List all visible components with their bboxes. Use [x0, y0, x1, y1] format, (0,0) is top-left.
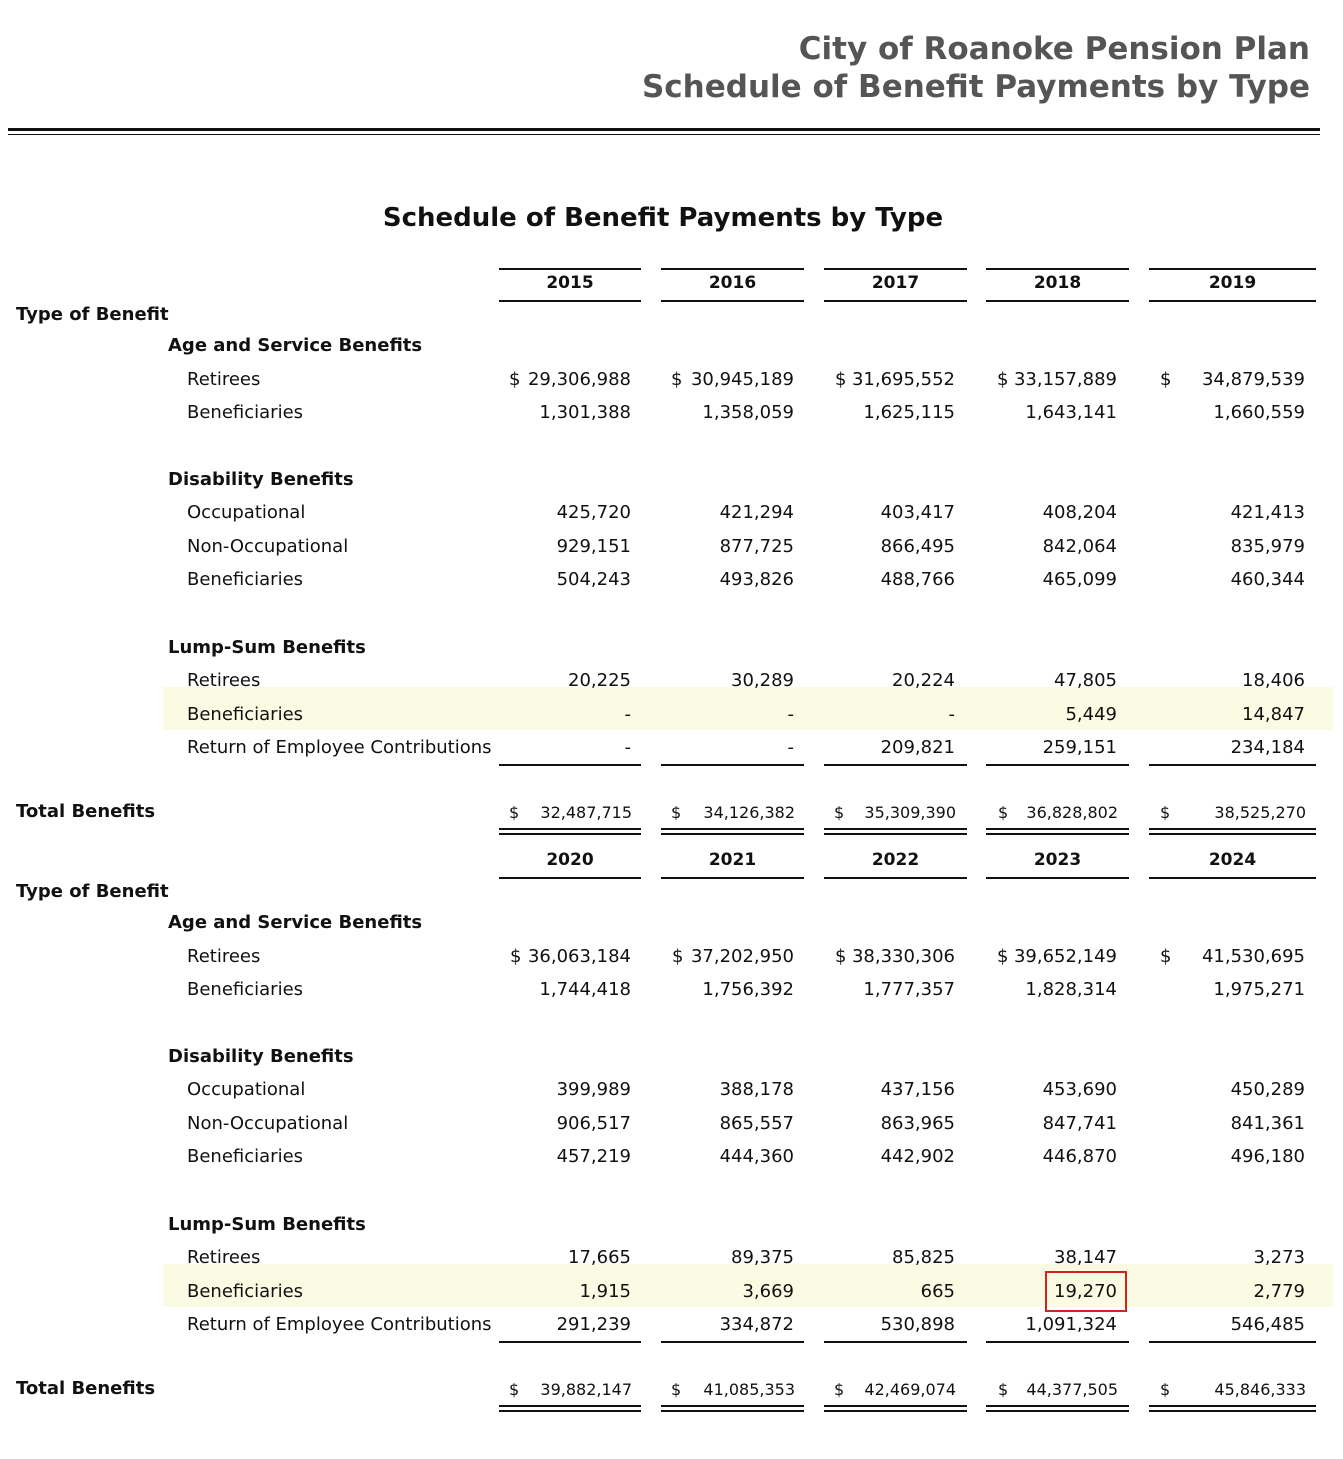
total-rule-double [499, 828, 641, 830]
year-rule-top [986, 268, 1129, 270]
year-rule-bottom [661, 300, 804, 302]
cell-ls-retirees: 38,147 [1054, 1247, 1117, 1268]
cell-dis-occupational: 388,178 [719, 1079, 794, 1100]
cell-dis-non-occupational: 865,557 [719, 1113, 794, 1134]
cell-total: 45,846,333 [1214, 1380, 1306, 1399]
cell-ls-retirees: 18,406 [1242, 670, 1305, 691]
subtotal-rule [986, 764, 1129, 766]
cell-dis-occupational: 421,294 [719, 502, 794, 523]
cell-total: 44,377,505 [1026, 1380, 1118, 1399]
cell-ls-retirees: 30,289 [731, 670, 794, 691]
subtotal-rule [499, 764, 641, 766]
year-header-4: 2019 [1208, 273, 1257, 293]
year-header-5: 2020 [546, 850, 594, 870]
dollar-sign: $ [671, 803, 682, 822]
header-rule-thick [8, 128, 1320, 131]
cell-as-beneficiaries: 1,660,559 [1213, 402, 1305, 423]
cell-dis-non-occupational: 835,979 [1230, 536, 1305, 557]
cell-as-retirees: 38,330,306 [851, 946, 955, 967]
cell-ls-return: - [624, 737, 631, 758]
cell-dis-non-occupational: 841,361 [1230, 1113, 1305, 1134]
year-header-9: 2024 [1208, 850, 1257, 870]
subtotal-rule [661, 1341, 804, 1343]
total-rule-double [824, 1410, 967, 1412]
cell-as-retirees: 39,652,149 [1013, 946, 1117, 967]
total-rule-double [661, 828, 804, 830]
cell-ls-return: - [787, 737, 794, 758]
cell-as-beneficiaries: 1,643,141 [1025, 402, 1117, 423]
dollar-sign: $ [671, 369, 683, 390]
cell-total: 41,085,353 [703, 1380, 795, 1399]
dollar-sign: $ [835, 946, 847, 967]
cell-ls-return: 530,898 [880, 1314, 955, 1335]
cell-as-retirees: 30,945,189 [690, 369, 794, 390]
dollar-sign: $ [671, 1380, 682, 1399]
cell-ls-retirees: 89,375 [731, 1247, 794, 1268]
row-label-occupational: Occupational [187, 1079, 306, 1100]
cell-as-beneficiaries: 1,301,388 [539, 402, 631, 423]
total-rule-double [824, 828, 967, 830]
row-label-occupational: Occupational [187, 502, 306, 523]
cell-total: 39,882,147 [540, 1380, 632, 1399]
cell-dis-beneficiaries: 444,360 [719, 1146, 794, 1167]
cell-as-beneficiaries: 1,777,357 [863, 979, 955, 1000]
cell-as-retirees: 37,202,950 [690, 946, 794, 967]
cell-as-beneficiaries: 1,744,418 [539, 979, 631, 1000]
cell-dis-beneficiaries: 465,099 [1042, 569, 1117, 590]
row-label-retirees: Retirees [187, 1247, 261, 1268]
dollar-sign: $ [509, 1380, 520, 1399]
dollar-sign: $ [835, 369, 847, 390]
row-label-non-occupational: Non-Occupational [187, 1113, 349, 1134]
cell-ls-retirees: 3,273 [1253, 1247, 1305, 1268]
cell-dis-beneficiaries: 493,826 [719, 569, 794, 590]
row-label-retirees: Retirees [187, 946, 261, 967]
cell-as-retirees: 33,157,889 [1013, 369, 1117, 390]
cell-as-retirees: 41,530,695 [1201, 946, 1305, 967]
year-header-3: 2018 [1033, 273, 1082, 293]
total-rule-double [1149, 833, 1316, 835]
total-rule-double [824, 1405, 967, 1407]
cell-dis-beneficiaries: 457,219 [556, 1146, 631, 1167]
cell-dis-non-occupational: 847,741 [1042, 1113, 1117, 1134]
cell-total: 32,487,715 [540, 803, 632, 822]
row-label-beneficiaries: Beneficiaries [187, 979, 304, 1000]
total-rule-double [1149, 1410, 1316, 1412]
row-label-beneficiaries: Beneficiaries [187, 1146, 304, 1167]
cell-as-retirees: 29,306,988 [527, 369, 631, 390]
total-benefits-label: Total Benefits [16, 1378, 156, 1399]
cell-dis-occupational: 425,720 [556, 502, 631, 523]
cell-ls-beneficiaries: - [948, 704, 955, 725]
cell-dis-occupational: 453,690 [1042, 1079, 1117, 1100]
year-rule-top [661, 268, 804, 270]
dollar-sign: $ [998, 803, 1009, 822]
cell-as-retirees: 34,879,539 [1201, 369, 1305, 390]
dollar-sign: $ [834, 1380, 845, 1399]
cell-dis-occupational: 403,417 [880, 502, 955, 523]
year-header-7: 2022 [871, 850, 920, 870]
subtotal-rule [661, 764, 804, 766]
cell-ls-beneficiaries: 665 [920, 1281, 955, 1302]
cell-total: 42,469,074 [864, 1380, 956, 1399]
cell-as-retirees: 36,063,184 [527, 946, 631, 967]
highlight-band [163, 687, 1333, 730]
total-rule-double [661, 833, 804, 835]
cell-dis-non-occupational: 842,064 [1042, 536, 1117, 557]
cell-dis-non-occupational: 863,965 [880, 1113, 955, 1134]
cell-as-beneficiaries: 1,625,115 [863, 402, 955, 423]
report-header-line1: City of Roanoke Pension Plan [798, 31, 1310, 67]
cell-ls-beneficiaries: 14,847 [1242, 704, 1305, 725]
cell-ls-retirees: 17,665 [568, 1247, 631, 1268]
cell-dis-beneficiaries: 488,766 [880, 569, 955, 590]
cell-ls-return: 209,821 [880, 737, 955, 758]
year-rule-bottom [986, 300, 1129, 302]
cell-ls-return: 259,151 [1042, 737, 1117, 758]
dollar-sign: $ [1160, 369, 1172, 390]
row-label-beneficiaries: Beneficiaries [187, 569, 304, 590]
row-label-return-contributions: Return of Employee Contributions [187, 737, 492, 758]
cell-dis-non-occupational: 877,725 [719, 536, 794, 557]
dollar-sign: $ [510, 946, 522, 967]
cell-total: 36,828,802 [1026, 803, 1118, 822]
year-rule-bottom [1149, 877, 1316, 879]
cell-as-beneficiaries: 1,358,059 [702, 402, 794, 423]
year-header-6: 2021 [708, 850, 757, 870]
cell-ls-return: 546,485 [1230, 1314, 1305, 1335]
dollar-sign: $ [509, 803, 520, 822]
dollar-sign: $ [509, 369, 521, 390]
cell-dis-beneficiaries: 446,870 [1042, 1146, 1117, 1167]
dollar-sign: $ [834, 803, 845, 822]
total-rule-double [499, 833, 641, 835]
subtotal-rule [499, 1341, 641, 1343]
cell-as-beneficiaries: 1,828,314 [1025, 979, 1117, 1000]
row-label-retirees: Retirees [187, 670, 261, 691]
cell-dis-occupational: 437,156 [880, 1079, 955, 1100]
year-rule-bottom [824, 877, 967, 879]
year-rule-bottom [661, 877, 804, 879]
cell-ls-retirees: 47,805 [1054, 670, 1117, 691]
total-rule-double [824, 833, 967, 835]
total-rule-double [661, 1405, 804, 1407]
subtotal-rule [824, 764, 967, 766]
cell-total: 34,126,382 [703, 803, 795, 822]
cell-as-beneficiaries: 1,756,392 [702, 979, 794, 1000]
dollar-sign: $ [1160, 1380, 1171, 1399]
row-label-return-contributions: Return of Employee Contributions [187, 1314, 492, 1335]
subtotal-rule [1149, 764, 1316, 766]
cell-dis-occupational: 399,989 [556, 1079, 631, 1100]
disability-section: Disability Benefits [168, 1046, 354, 1067]
cell-ls-beneficiaries: 1,915 [579, 1281, 631, 1302]
cell-dis-beneficiaries: 504,243 [556, 569, 631, 590]
cell-ls-return: 334,872 [719, 1314, 794, 1335]
callout-box [1045, 1271, 1127, 1312]
dollar-sign: $ [997, 369, 1009, 390]
age-service-section: Age and Service Benefits [168, 912, 423, 933]
cell-ls-beneficiaries: - [787, 704, 794, 725]
year-rule-bottom [1149, 300, 1316, 302]
lump-sum-section: Lump-Sum Benefits [168, 637, 366, 658]
cell-ls-beneficiaries: 5,449 [1065, 704, 1117, 725]
report-header [642, 30, 1310, 106]
subtotal-rule [1149, 1341, 1316, 1343]
cell-dis-non-occupational: 929,151 [556, 536, 631, 557]
cell-total: 38,525,270 [1214, 803, 1306, 822]
type-of-benefit-label: Type of Benefit [16, 881, 169, 902]
cell-dis-occupational: 450,289 [1230, 1079, 1305, 1100]
total-rule-double [499, 1410, 641, 1412]
year-rule-bottom [986, 877, 1129, 879]
disability-section: Disability Benefits [168, 469, 354, 490]
dollar-sign: $ [672, 946, 684, 967]
row-label-retirees: Retirees [187, 369, 261, 390]
cell-as-retirees: 31,695,552 [851, 369, 955, 390]
total-rule-double [986, 1405, 1129, 1407]
dollar-sign: $ [997, 946, 1009, 967]
year-rule-top [1149, 268, 1316, 270]
cell-ls-retirees: 85,825 [892, 1247, 955, 1268]
header-rule-thin [8, 134, 1320, 135]
total-rule-double [1149, 1405, 1316, 1407]
total-rule-double [1149, 828, 1316, 830]
total-rule-double [986, 1410, 1129, 1412]
dollar-sign: $ [998, 1380, 1009, 1399]
year-header-0: 2015 [546, 273, 594, 293]
year-rule-bottom [499, 877, 641, 879]
cell-dis-occupational: 421,413 [1230, 502, 1305, 523]
year-rule-bottom [499, 300, 641, 302]
year-rule-bottom [824, 300, 967, 302]
cell-ls-retirees: 20,225 [568, 670, 631, 691]
total-benefits-label: Total Benefits [16, 801, 156, 822]
cell-dis-non-occupational: 906,517 [556, 1113, 631, 1134]
year-header-8: 2023 [1033, 850, 1082, 870]
year-rule-top [824, 268, 967, 270]
cell-total: 35,309,390 [864, 803, 956, 822]
subtotal-rule [986, 1341, 1129, 1343]
cell-dis-non-occupational: 866,495 [880, 536, 955, 557]
year-rule-top [499, 268, 641, 270]
dollar-sign: $ [1160, 803, 1171, 822]
cell-dis-beneficiaries: 460,344 [1230, 569, 1305, 590]
year-header-1: 2016 [708, 273, 757, 293]
total-rule-double [499, 1405, 641, 1407]
cell-dis-occupational: 408,204 [1042, 502, 1117, 523]
cell-as-beneficiaries: 1,975,271 [1213, 979, 1305, 1000]
row-label-non-occupational: Non-Occupational [187, 536, 349, 557]
dollar-sign: $ [1160, 946, 1172, 967]
subtotal-rule [824, 1341, 967, 1343]
total-rule-double [661, 1410, 804, 1412]
cell-dis-beneficiaries: 442,902 [880, 1146, 955, 1167]
cell-ls-beneficiaries: 3,669 [742, 1281, 794, 1302]
year-header-2: 2017 [871, 273, 920, 293]
cell-ls-beneficiaries: 19,270 [1054, 1281, 1117, 1302]
age-service-section: Age and Service Benefits [168, 335, 423, 356]
cell-ls-retirees: 20,224 [892, 670, 955, 691]
lump-sum-section: Lump-Sum Benefits [168, 1214, 366, 1235]
type-of-benefit-label: Type of Benefit [16, 304, 169, 325]
schedule-title: Schedule of Benefit Payments by Type [382, 203, 944, 233]
cell-dis-beneficiaries: 496,180 [1230, 1146, 1305, 1167]
cell-ls-return: 291,239 [556, 1314, 631, 1335]
cell-ls-beneficiaries: 2,779 [1253, 1281, 1305, 1302]
cell-ls-return: 234,184 [1230, 737, 1305, 758]
row-label-beneficiaries: Beneficiaries [187, 1281, 304, 1302]
report-header-line2: Schedule of Benefit Payments by Type [641, 69, 1310, 105]
total-rule-double [986, 833, 1129, 835]
row-label-beneficiaries: Beneficiaries [187, 704, 304, 725]
total-rule-double [986, 828, 1129, 830]
row-label-beneficiaries: Beneficiaries [187, 402, 304, 423]
cell-ls-beneficiaries: - [624, 704, 631, 725]
cell-ls-return: 1,091,324 [1025, 1314, 1117, 1335]
